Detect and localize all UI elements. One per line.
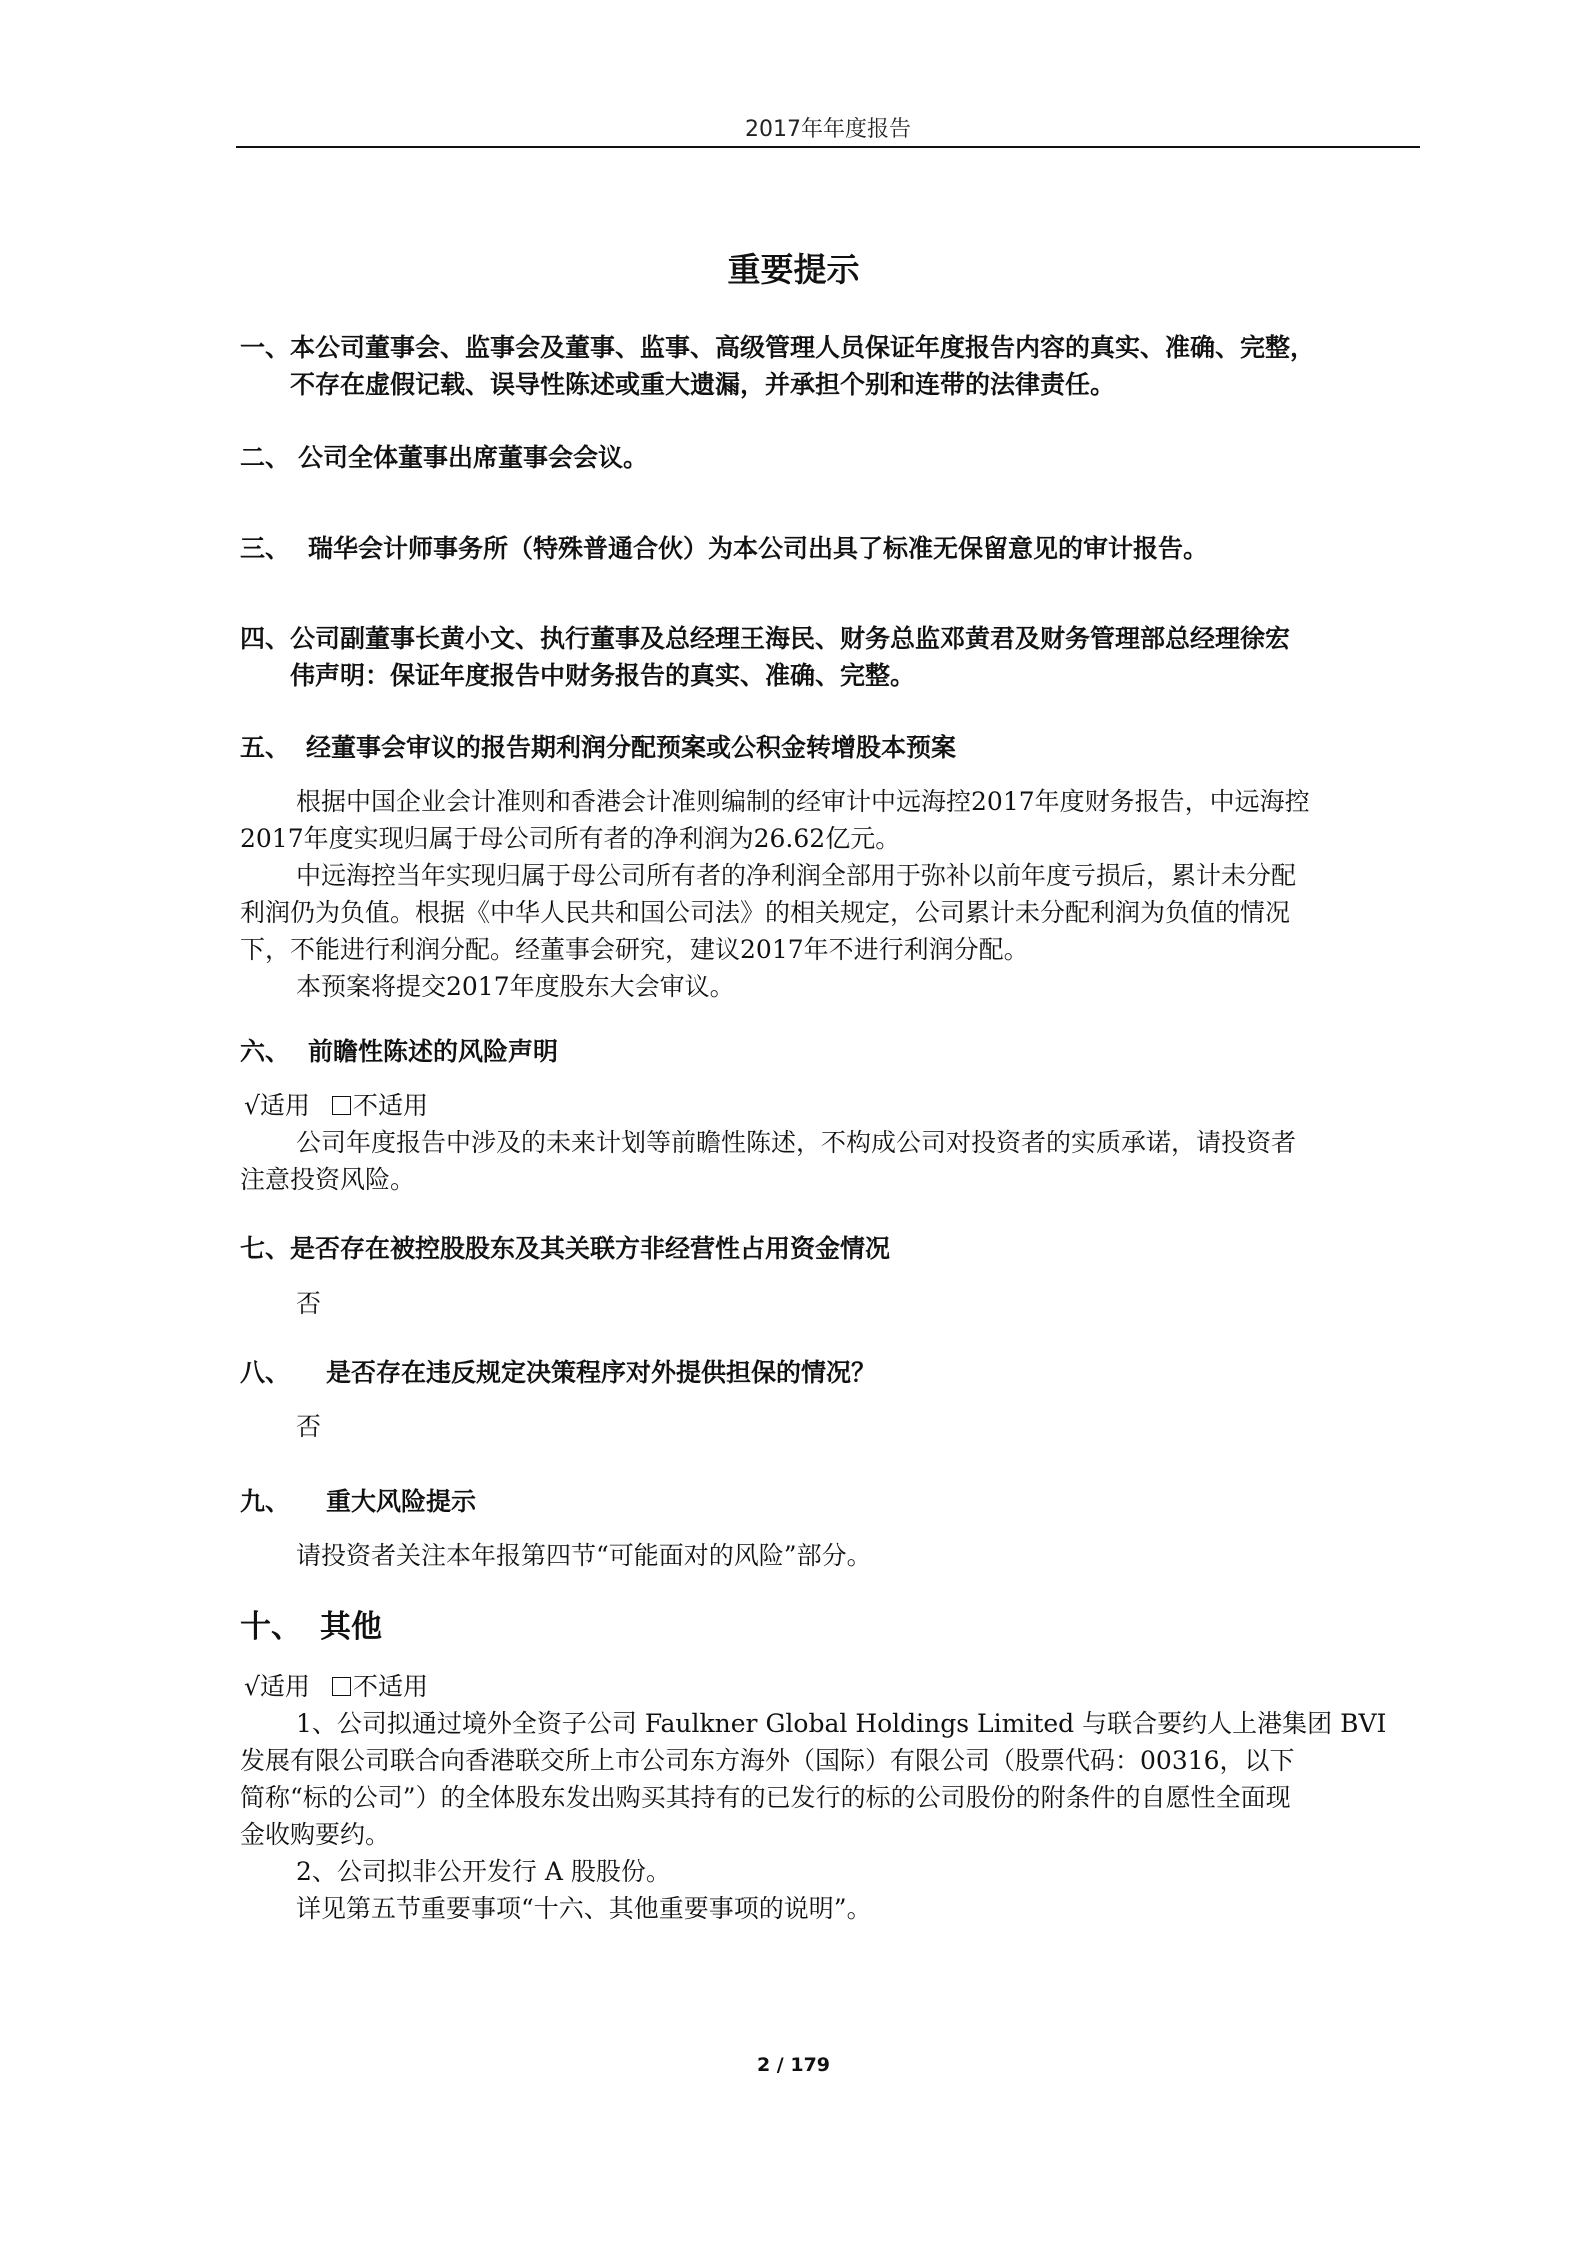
- s9-text: 请投资者关注本年报第四节“可能面对的风险”部分。: [296, 1541, 872, 1570]
- section-7-number: 七、: [240, 1234, 291, 1263]
- s7-answer: 否: [296, 1289, 322, 1318]
- section-4-line-2: 伟声明：保证年度报告中财务报告的真实、准确、完整。: [290, 661, 916, 690]
- section-6-body: [240, 1124, 1420, 1198]
- section-7-body: [240, 1285, 1420, 1322]
- section-4: [240, 620, 1420, 694]
- section-5-heading: [240, 729, 1420, 766]
- section-9-title: 重大风险提示: [326, 1487, 477, 1516]
- section-6-title: 前瞻性陈述的风险声明: [308, 1037, 559, 1066]
- empty-checkbox-icon: [332, 1677, 351, 1696]
- section-9-number: 九、: [240, 1487, 291, 1516]
- section-3-number: 三、: [240, 534, 291, 563]
- s5-p1-line-1: 根据中国企业会计准则和香港会计准则编制的经审计中远海控2017年度财务报告，中远海控: [296, 787, 1310, 816]
- section-8-number: 八、: [240, 1358, 291, 1387]
- section-5-title: 经董事会审议的报告期利润分配预案或公积金转增股本预案: [306, 733, 957, 762]
- section-1-number: 一、: [240, 333, 291, 362]
- s8-answer: 否: [296, 1412, 322, 1441]
- section-2-number: 二、: [240, 443, 291, 472]
- s10-item-1-line-4: 金收购要约。: [240, 1820, 391, 1849]
- header-divider: [236, 146, 1420, 148]
- section-2: [240, 439, 1420, 476]
- section-1-line-2: 不存在虚假记载、误导性陈述或重大遗漏，并承担个别和连带的法律责任。: [290, 370, 1116, 399]
- s10-item-1-line-3: 简称“标的公司”）的全体股东发出购买其持有的已发行的标的公司股份的附条件的自愿性全面现: [240, 1783, 1291, 1812]
- s5-p1-line-2: 2017年度实现归属于母公司所有者的净利润为26.62亿元。: [240, 824, 901, 853]
- section-2-text: 公司全体董事出席董事会会议。: [298, 443, 649, 472]
- section-5-body: [240, 783, 1420, 1005]
- s10-item-1-line-1: 1、公司拟通过境外全资子公司 Faulkner Global Holdings Limited 与联合要约人上港集团 BVI: [296, 1709, 1387, 1738]
- section-10-number: 十、: [240, 1609, 302, 1645]
- section-1: [240, 329, 1420, 403]
- s10-item-1-line-2: 发展有限公司联合向香港联交所上市公司东方海外（国际）有限公司（股票代码：00316，以下: [240, 1746, 1295, 1775]
- section-4-number: 四、: [240, 624, 291, 653]
- running-header: 2017年年度报告: [745, 117, 911, 142]
- applicable-checkmark: √适用: [244, 1672, 310, 1701]
- s10-item-3: 详见第五节重要事项“十六、其他重要事项的说明”。: [296, 1894, 872, 1923]
- section-6-number: 六、: [240, 1037, 291, 1066]
- section-3: [240, 530, 1420, 567]
- section-8-heading: [240, 1354, 1420, 1391]
- section-1-line-1: 本公司董事会、监事会及董事、监事、高级管理人员保证年度报告内容的真实、准确、完整，: [290, 333, 1316, 362]
- not-applicable-label: 不适用: [352, 1672, 428, 1701]
- section-6-applicability: [244, 1087, 428, 1124]
- section-8-title: 是否存在违反规定决策程序对外提供担保的情况？: [326, 1358, 877, 1387]
- section-10-heading: [240, 1609, 1420, 1646]
- not-applicable-label: 不适用: [352, 1091, 428, 1120]
- s5-p3: 本预案将提交2017年度股东大会审议。: [296, 972, 735, 1001]
- s5-p2-line-1: 中远海控当年实现归属于母公司所有者的净利润全部用于弥补以前年度亏损后，累计未分配: [296, 861, 1297, 890]
- section-10-title: 其他: [320, 1609, 382, 1645]
- s10-item-2: 2、公司拟非公开发行 A 股股份。: [296, 1857, 671, 1886]
- section-7-title: 是否存在被控股股东及其关联方非经营性占用资金情况: [290, 1234, 891, 1263]
- section-7-heading: [240, 1230, 1420, 1267]
- s5-p2-line-3: 下，不能进行利润分配。经董事会研究，建议2017年不进行利润分配。: [240, 935, 1029, 964]
- page-number: 2 / 179: [756, 2054, 831, 2076]
- applicable-checkmark: √适用: [244, 1091, 310, 1120]
- section-10-applicability: [244, 1668, 428, 1705]
- section-4-line-1: 公司副董事长黄小文、执行董事及总经理王海民、财务总监邓黄君及财务管理部总经理徐宏: [290, 624, 1291, 653]
- s6-line-1: 公司年度报告中涉及的未来计划等前瞻性陈述，不构成公司对投资者的实质承诺，请投资者: [296, 1128, 1297, 1157]
- s5-p2-line-2: 利润仍为负值。根据《中华人民共和国公司法》的相关规定，公司累计未分配利润为负值的情况: [240, 898, 1291, 927]
- section-6-heading: [240, 1033, 1420, 1070]
- section-3-text: 瑞华会计师事务所（特殊普通合伙）为本公司出具了标准无保留意见的审计报告。: [308, 534, 1209, 563]
- section-8-body: [240, 1408, 1420, 1445]
- section-9-body: [240, 1537, 1420, 1574]
- section-5-number: 五、: [240, 733, 291, 762]
- page-title: 重要提示: [727, 250, 860, 289]
- s6-line-2: 注意投资风险。: [240, 1165, 416, 1194]
- section-10-body: [240, 1705, 1420, 1927]
- empty-checkbox-icon: [332, 1096, 351, 1115]
- section-9-heading: [240, 1483, 1420, 1520]
